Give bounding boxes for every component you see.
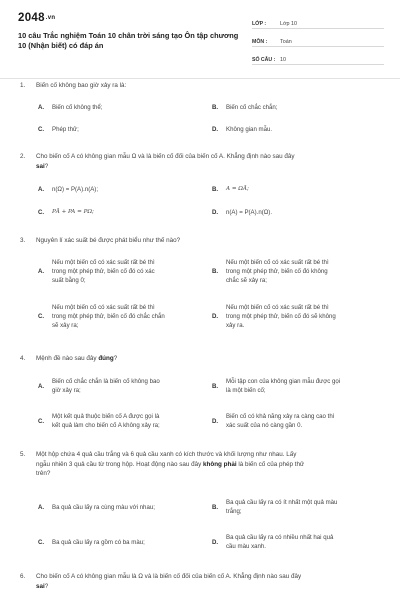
meta-row-class — [252, 14, 384, 29]
document-header — [18, 12, 384, 68]
meta-label: MÔN : — [252, 39, 268, 45]
meta-value: 10 — [280, 57, 286, 63]
question-text: Mệnh đề nào sau đây đúng? — [36, 355, 118, 362]
question-2 — [20, 152, 382, 172]
question-text: Biến cố không bao giờ xảy ra là: — [36, 82, 127, 89]
question-number: 5. — [20, 451, 26, 458]
question-5 — [20, 450, 382, 480]
meta-value: Lớp 10 — [280, 21, 298, 27]
question-number: 4. — [20, 355, 26, 362]
question-number: 3. — [20, 237, 26, 244]
meta-table — [252, 14, 384, 68]
question-number: 2. — [20, 153, 26, 160]
meta-label: LỚP : — [252, 21, 267, 27]
question-text: Cho biến cố A có không gian mẫu là Ω và là biến cố đối của biến cố A. Khẳng định nào sau đây sai? — [36, 573, 302, 590]
question-number: 1. — [20, 82, 26, 89]
meta-label: SỐ CÂU : — [252, 57, 276, 63]
question-6 — [20, 572, 382, 592]
site-logo[interactable]: 2048.vn — [18, 12, 56, 24]
question-number: 6. — [20, 573, 26, 580]
meta-row-subject — [252, 32, 384, 47]
document-page: 2048.vn 10 câu Trắc nghiệm Toán 10 chân trời sáng tạo Ôn tập chương 10 (Nhận biết) có đáp án LỚP : Lớp 10 MÔN : Toán SỐ CÂU : 10 1. Biến cố không bao giờ xảy ra là: A. Biến cố không thể; B. Biến cố chắc chắn; C. Phép thử; D. Không gian mẫu. 2. Cho biến cố A có không gian mẫu Ω và là biến cố đối của biến cố A. Khẳng định nào sau đây sai? A. n(Ω) = P(A).n(A); B. A = ΩĀ; C. PĀ + PA = PΩ; D. n(A) = P(A).n(Ω). 3. Nguyên lí xác suất bé được phát biểu như thế nào? A. Nếu một biến cố có xác suất rất bé thì trong một phép thử, biến cố đó có xác suất bằng 0; B. Nếu một biến cố có xác suất rất bé thì trong một phép thử, biến cố đó không chắc sẽ xảy ra; C. Nếu một biến cố có xác suất rất bé thì trong một phép thử, biến cố đó chắc chắn sẽ xảy ra; D. Nếu một biến cố có xác suất rất bé thì trong một phép thử, biến cố đó sẽ không xảy ra. 4. Mệnh đề nào sau đây đúng? A. Biến cố chắc chắn là biến cố không bao giờ xảy ra; B. Mỗi tập con của không gian mẫu được gọi là một biến cố; C. Một kết quả thuộc biến cố A được gọi là kết quả làm cho biến cố A không xảy ra; D. Biến cố có khả năng xảy ra càng cao thì xác suất của nó càng gần 0. 5. Một hộp chứa 4 quả cầu trắng và 6 quả cầu xanh có kích thước và khối lượng như nhau. Lấy ngẫu nhiên 3 quả cầu từ trong hộp. Hoạt động nào sau đây không phải là biến cố của phép thử trên? A. Ba quả cầu lấy ra cùng màu với nhau; B. Ba quả cầu lấy ra có ít nhất một quả màu trắng; C. Ba quả cầu lấy ra gồm có ba màu; D. Ba quả cầu lấy ra có nhiều nhất hai quả cầu màu xanh. 6. Cho biến cố A có không gian mẫu là Ω và là biến cố đối của biến cố A. Khẳng định nào sau đây sai? — [0, 0, 400, 600]
header-divider — [0, 78, 400, 79]
document-title: 10 câu Trắc nghiệm Toán 10 chân trời sáng tạo Ôn tập chương 10 (Nhận biết) có đáp án — [18, 31, 239, 50]
meta-row-count — [252, 50, 384, 65]
question-text: Một hộp chứa 4 quả cầu trắng và 6 quả cầu xanh có kích thước và khối lượng như nhau. Lấy ngẫu nhiên 3 quả cầu từ trong hộp. Hoạt động nào sau đây không phải là biến cố của phép thử trên? — [36, 451, 305, 477]
question-text: Cho biến cố A có không gian mẫu Ω và là biến cố đối của biến cố A. Khẳng định nào sau đây sai? — [36, 153, 295, 170]
question-text: Nguyên lí xác suất bé được phát biểu như thế nào? — [36, 237, 181, 244]
meta-value: Toán — [280, 39, 292, 45]
